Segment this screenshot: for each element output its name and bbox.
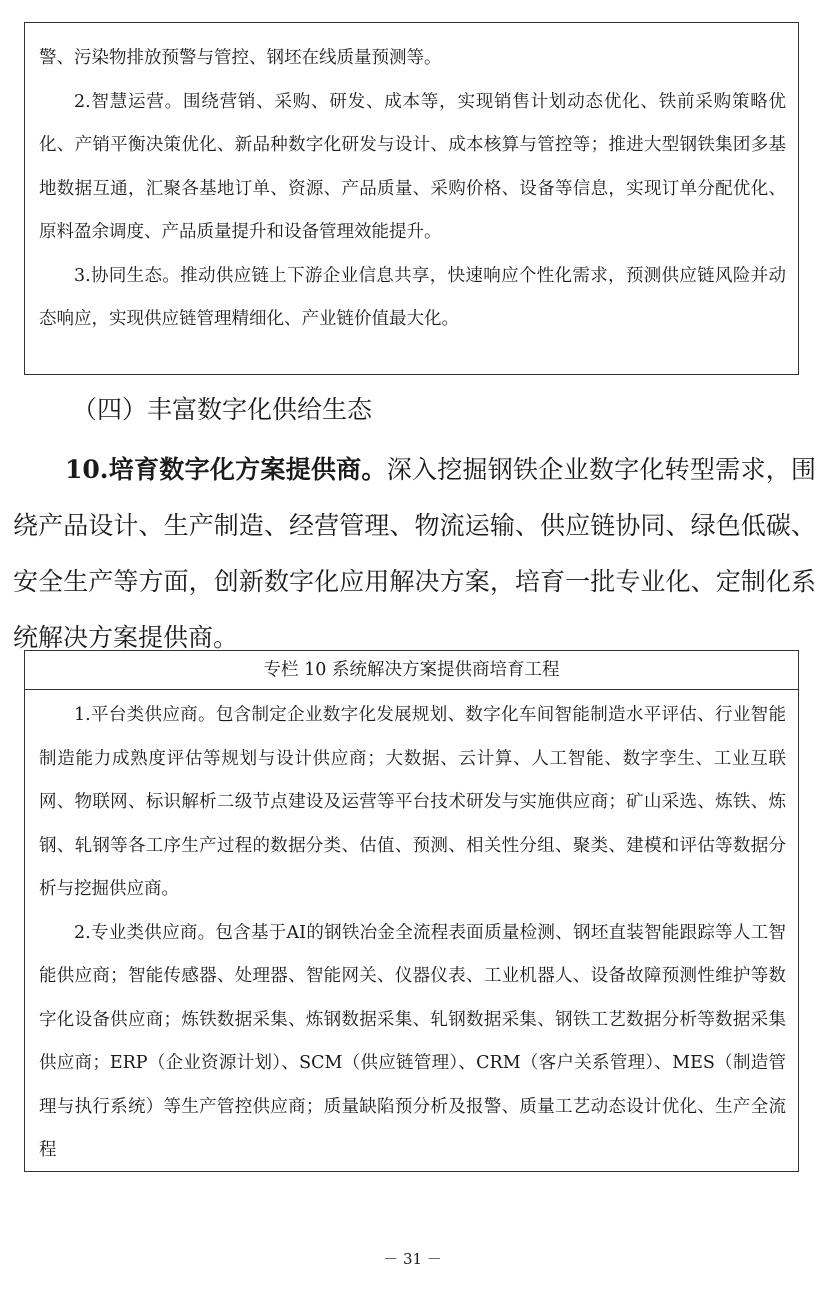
box1-continuation: 警、污染物排放预警与管控、钢坯在线质量预测等。 — [39, 48, 442, 68]
paragraph-10-lead: 10.培育数字化方案提供商。 — [65, 455, 387, 484]
text-box-smart-applications — [24, 22, 799, 375]
section-heading: （四）丰富数字化供给生态 — [72, 395, 373, 424]
paragraph-10 — [13, 442, 816, 666]
paragraph-10-text: 深入挖掘钢铁企业数字化转型需求，围绕产品设计、生产制造、经营管理、物流运输、供应链协同、绿色低碳、安全生产等方面，创新数字化应用解决方案，培育一批专业化、定制化系统解决方案提供商。 — [13, 455, 816, 652]
column-box-content — [25, 690, 798, 1173]
column-box-10 — [24, 650, 799, 1172]
box2-item-platform-suppliers: 1.平台类供应商。包含制定企业数字化发展规划、数字化车间智能制造水平评估、行业智能制造能力成熟度评估等规划与设计供应商；大数据、云计算、人工智能、数字孪生、工业互联网、物联网、标识解析二级节点建设及运营等平台技术研发与实施供应商；矿山采选、炼铁、炼钢、轧钢等各工序生产过程的数据分类、估值、预测、相关性分组、聚类、建模和评估等数据分析与挖掘供应商。 — [39, 705, 786, 899]
column-box-title: 专栏 10 系统解决方案提供商培育工程 — [25, 651, 798, 690]
box1-item-collaborative-ecology: 3.协同生态。推动供应链上下游企业信息共享，快速响应个性化需求，预测供应链风险并动态响应，实现供应链管理精细化、产业链价值最大化。 — [39, 265, 786, 329]
box1-item-smart-operation: 2.智慧运营。围绕营销、采购、研发、成本等，实现销售计划动态优化、铁前采购策略优化、产销平衡决策优化、新品种数字化研发与设计、成本核算与管控等；推进大型钢铁集团多基地数据互通，汇聚各基地订单、资源、产品质量、采购价格、设备等信息，实现订单分配优化、原料盈余调度、产品质量提升和设备管理效能提升。 — [39, 91, 786, 242]
box2-item-professional-suppliers: 2.专业类供应商。包含基于AI的钢铁冶金全流程表面质量检测、钢坯直装智能跟踪等人工智能供应商；智能传感器、处理器、智能网关、仪器仪表、工业机器人、设备故障预测性维护等数字化设备供应商；炼铁数据采集、炼钢数据采集、轧钢数据采集、钢铁工艺数据分析等数据采集供应商；ERP（企业资源计划）、SCM（供应链管理）、CRM（客户关系管理）、MES（制造管理与执行系统）等生产管控供应商；质量缺陷预分析及报警、质量工艺动态设计优化、生产全流程 — [39, 922, 786, 1160]
page-number: － 31 － — [383, 1250, 442, 1268]
